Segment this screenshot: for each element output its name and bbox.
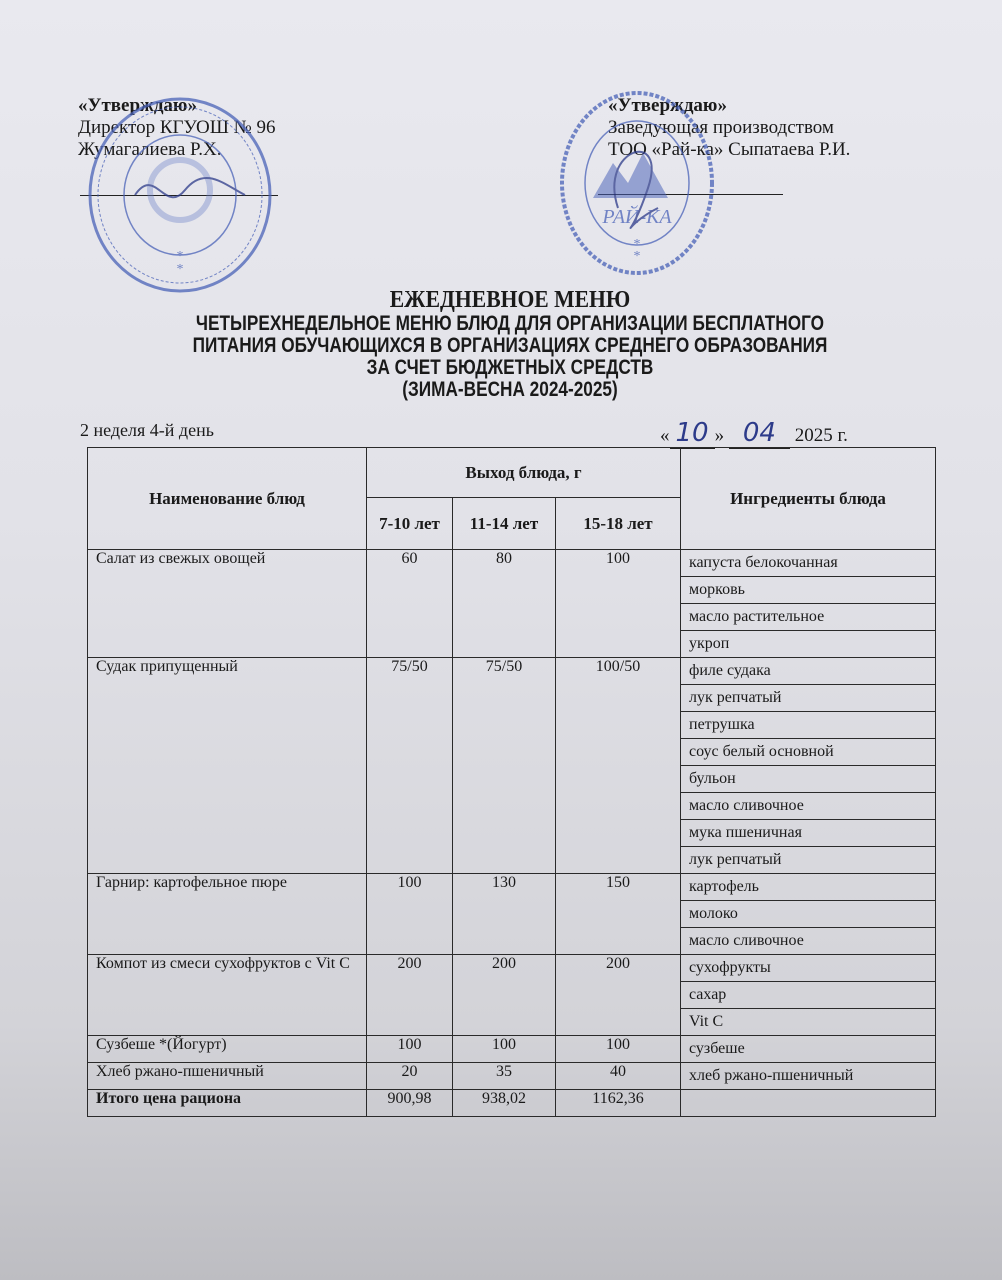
ingredients-list xyxy=(681,1036,935,1062)
yield-7-10: 100 xyxy=(367,1036,453,1063)
total-7-10: 900,98 xyxy=(367,1090,453,1117)
ingredient-item: сухофрукты xyxy=(681,955,935,982)
ingredients-list xyxy=(681,874,935,954)
company-stamp xyxy=(558,88,716,278)
date-year: 2025 г. xyxy=(794,425,848,446)
stamp-logo-text: РАЙ-КА xyxy=(602,206,672,228)
week-day-label: 2 неделя 4-й день xyxy=(80,420,214,440)
ingredient-item: укроп xyxy=(689,635,730,652)
table-row xyxy=(88,550,936,658)
document-title-block xyxy=(141,287,879,401)
approval-position-left: Директор КГУОШ № 96 xyxy=(78,117,276,138)
ingredients-list xyxy=(681,658,935,873)
dish-name: Судак припущенный xyxy=(88,658,367,874)
ingredient-item: Vit C xyxy=(689,1013,724,1030)
ingredients-cell xyxy=(681,658,936,874)
ingredients-cell xyxy=(681,550,936,658)
yield-7-10: 75/50 xyxy=(367,658,453,874)
ingredient-item: масло сливочное xyxy=(681,793,935,820)
yield-11-14: 75/50 xyxy=(453,658,556,874)
total-label: Итого цена рациона xyxy=(88,1090,367,1117)
dish-name: Компот из смеси сухофруктов с Vit C xyxy=(88,955,367,1036)
svg-text:*: * xyxy=(633,237,641,252)
ingredients-cell xyxy=(681,1036,936,1063)
dish-name: Сузбеше *(Йогурт) xyxy=(88,1036,367,1063)
total-11-14: 938,02 xyxy=(453,1090,556,1117)
ingredient-item: картофель xyxy=(681,874,935,901)
total-15-18: 1162,36 xyxy=(556,1090,681,1117)
yield-15-18: 150 xyxy=(556,874,681,955)
table-row xyxy=(88,1063,936,1090)
yield-11-14: 35 xyxy=(453,1063,556,1090)
dish-name: Салат из свежых овощей xyxy=(88,550,367,658)
approval-title-right: «Утверждаю» xyxy=(608,95,727,116)
document-subtitle-line-1: ЧЕТЫРЕХНЕДЕЛЬНОЕ МЕНЮ БЛЮД ДЛЯ ОРГАНИЗАЦИИ БЕСПЛАТНОГО xyxy=(195,312,825,335)
ingredient-item: масло сливочное xyxy=(689,932,804,949)
yield-7-10: 60 xyxy=(367,550,453,658)
ingredient-item: морковь xyxy=(681,577,935,604)
document-subtitle-line-2: ПИТАНИЯ ОБУЧАЮЩИХСЯ В ОРГАНИЗАЦИЯХ СРЕДНЕГО ОБРАЗОВАНИЯ xyxy=(192,334,828,357)
approval-title-left: «Утверждаю» xyxy=(78,95,197,116)
ingredient-item: филе судака xyxy=(681,658,935,685)
ingredient-item: соус белый основной xyxy=(681,739,935,766)
yield-15-18: 200 xyxy=(556,955,681,1036)
table-row xyxy=(88,874,936,955)
approval-position-right: Заведующая производством xyxy=(608,117,834,138)
header-yield: Выход блюда, г xyxy=(367,448,681,498)
document-subtitle-line-4: (ЗИМА-ВЕСНА 2024-2025) xyxy=(402,378,618,401)
yield-7-10: 200 xyxy=(367,955,453,1036)
ingredient-item: капуста белокочанная xyxy=(681,550,935,577)
ingredients-list xyxy=(681,955,935,1035)
yield-11-14: 200 xyxy=(453,955,556,1036)
svg-text:*: * xyxy=(176,262,184,277)
total-row xyxy=(88,1090,936,1117)
ingredient-item: хлеб ржано-пшеничный xyxy=(689,1067,854,1084)
ingredient-item: сахар xyxy=(681,982,935,1009)
approval-person-right: ТОО «Рай-ка» Сыпатаева Р.И. xyxy=(608,139,851,160)
yield-15-18: 100 xyxy=(556,550,681,658)
ingredients-cell xyxy=(681,874,936,955)
document-subtitle-line-3: ЗА СЧЕТ БЮДЖЕТНЫХ СРЕДСТВ xyxy=(366,356,654,379)
yield-11-14: 100 xyxy=(453,1036,556,1063)
yield-15-18: 100/50 xyxy=(556,658,681,874)
ingredients-list xyxy=(681,550,935,657)
dish-name: Хлеб ржано-пшеничный xyxy=(88,1063,367,1090)
yield-11-14: 80 xyxy=(453,550,556,658)
yield-15-18: 100 xyxy=(556,1036,681,1063)
date-field xyxy=(660,418,848,449)
ingredient-item: петрушка xyxy=(681,712,935,739)
ingredients-cell xyxy=(681,955,936,1036)
ingredient-item: молоко xyxy=(681,901,935,928)
date-month-handwritten: 04 xyxy=(729,418,790,449)
ingredients-list xyxy=(681,1063,935,1089)
header-age-15-18: 15-18 лет xyxy=(556,498,681,550)
ingredient-item: бульон xyxy=(681,766,935,793)
ingredient-item: лук репчатый xyxy=(681,685,935,712)
yield-7-10: 20 xyxy=(367,1063,453,1090)
yield-15-18: 40 xyxy=(556,1063,681,1090)
ingredients-cell xyxy=(681,1063,936,1090)
table-row xyxy=(88,1036,936,1063)
date-day-handwritten: 10 xyxy=(670,418,715,449)
yield-11-14: 130 xyxy=(453,874,556,955)
header-dish-name: Наименование блюд xyxy=(88,448,367,550)
ingredient-item: сузбеше xyxy=(689,1040,745,1057)
yield-7-10: 100 xyxy=(367,874,453,955)
svg-text:*: * xyxy=(176,249,184,264)
date-close-quote: » xyxy=(714,425,725,446)
approval-person-left: Жумагалиева Р.Х. xyxy=(78,139,222,160)
document-title: ЕЖЕДНЕВНОЕ МЕНЮ xyxy=(389,287,631,313)
ingredient-item: масло растительное xyxy=(681,604,935,631)
total-empty xyxy=(681,1090,936,1117)
school-stamp xyxy=(85,95,275,295)
table-row xyxy=(88,658,936,874)
dish-name: Гарнир: картофельное пюре xyxy=(88,874,367,955)
header-age-7-10: 7-10 лет xyxy=(367,498,453,550)
table-row xyxy=(88,955,936,1036)
date-open-quote: « xyxy=(660,425,670,446)
menu-table xyxy=(87,447,936,1117)
ingredient-item: мука пшеничная xyxy=(681,820,935,847)
svg-text:*: * xyxy=(633,249,641,264)
ingredient-item: лук репчатый xyxy=(689,851,782,868)
header-ingredients: Ингредиенты блюда xyxy=(681,448,936,550)
header-age-11-14: 11-14 лет xyxy=(453,498,556,550)
